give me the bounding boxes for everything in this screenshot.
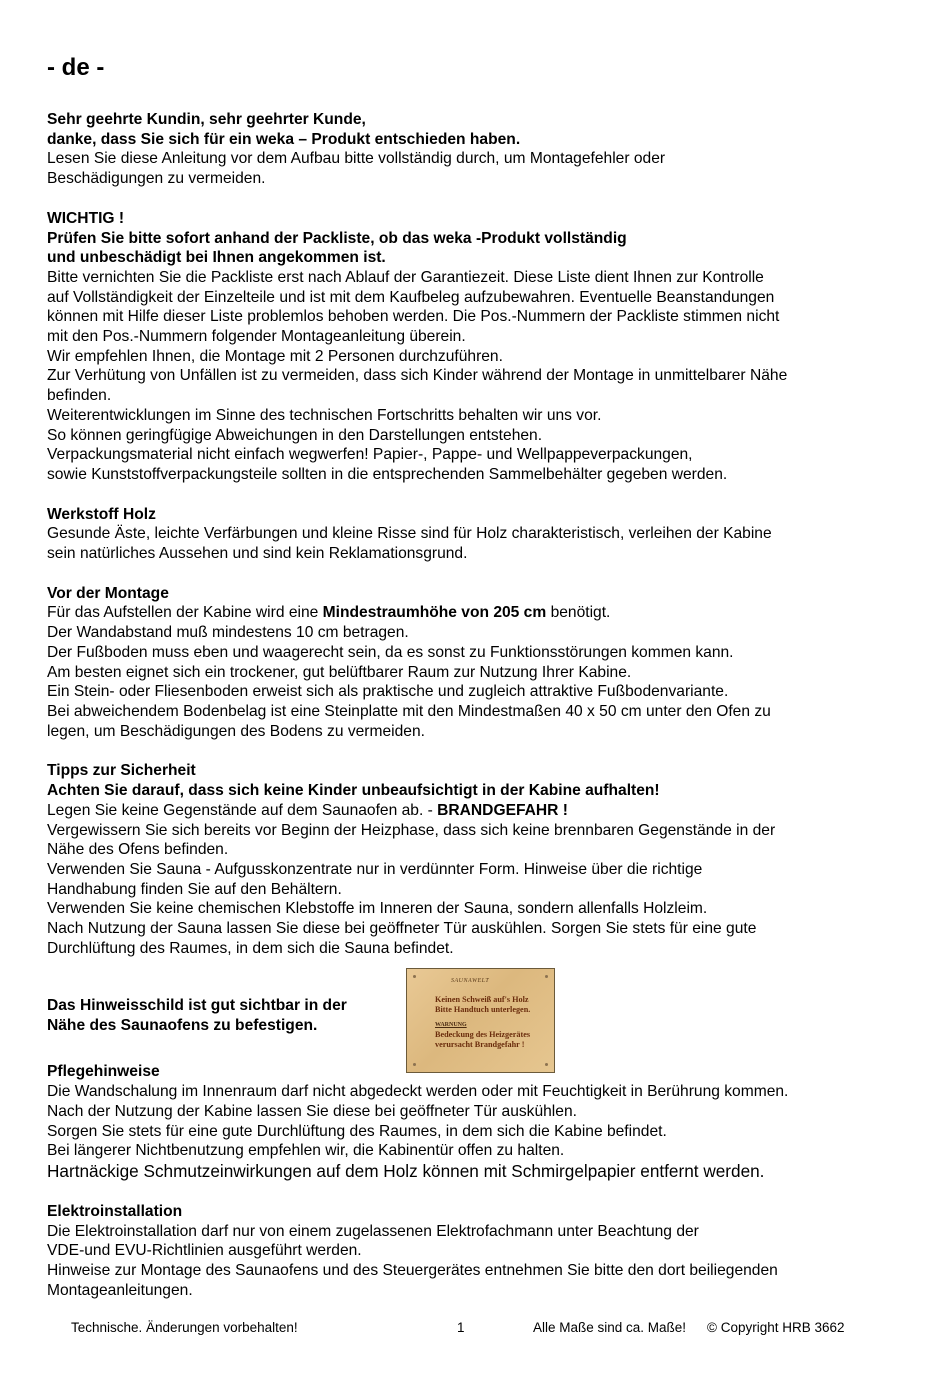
text-line: Am besten eignet sich ein trockener, gut belüftbarer Raum zur Nutzung Ihrer Kabine.: [47, 663, 632, 681]
electro-section: [47, 1202, 877, 1301]
sign-note: [47, 996, 347, 1035]
thanks-line: danke, dass Sie sich für ein weka – Produkt entschieden haben.: [47, 130, 521, 148]
section-title: Pflegehinweise: [47, 1063, 160, 1081]
sign-line: verursacht Brandgefahr !: [435, 1040, 525, 1050]
text-line: Durchlüftung des Raumes, in dem sich die Sauna befindet.: [47, 939, 454, 957]
text-line: sein natürliches Aussehen und sind kein Reklamationsgrund.: [47, 545, 468, 563]
text-line: Weiterentwicklungen im Sinne des technischen Fortschritts behalten wir uns vor.: [47, 406, 602, 424]
text-line: Sorgen Sie stets für eine gute Durchlüftung des Raumes, in dem sich die Kabine befindet.: [47, 1122, 667, 1140]
text-line: Bei längerer Nichtbenutzung empfehlen wir, die Kabinentür offen zu halten.: [47, 1142, 565, 1160]
section-title: Elektroinstallation: [47, 1202, 183, 1220]
footer-measures: Alle Maße sind ca. Maße!: [533, 1320, 687, 1335]
sign-note-row: [47, 968, 877, 1074]
footer-copyright: © Copyright HRB 3662: [707, 1320, 845, 1335]
sign-text-2: [435, 1030, 530, 1050]
text-line: Hinweise zur Montage des Saunaofens und des Steuergerätes entnehmen Sie bitte den dort beiliegenden: [47, 1262, 778, 1280]
text-line: Montageanleitungen.: [47, 1281, 193, 1299]
text-line: Lesen Sie diese Anleitung vor dem Aufbau bitte vollständig durch, um Montagefehler oder: [47, 150, 666, 168]
text-line: mit den Pos.-Nummern folgender Montageanleitung überein.: [47, 328, 466, 346]
text-line: sowie Kunststoffverpackungsteile sollten in die entsprechenden Sammelbehälter gegeben werden.: [47, 465, 728, 483]
screw-dot: [413, 975, 416, 978]
text-line: Verwenden Sie Sauna - Aufgusskonzentrate nur in verdünnter Form. Hinweise über die richtige: [47, 860, 703, 878]
text-line: Hartnäckige Schmutzeinwirkungen auf dem Holz können mit Schmirgelpapier entfernt werden.: [47, 1160, 765, 1181]
text-line: Vergewissern Sie sich bereits vor Beginn der Heizphase, dass sich keine brennbaren Gegenstände in der: [47, 821, 776, 839]
intro-section: [47, 110, 877, 189]
bold-line: Das Hinweisschild ist gut sichtbar in der: [47, 997, 347, 1015]
section-title: WICHTIG !: [47, 209, 125, 227]
screw-dot: [413, 1063, 416, 1066]
text-line: Der Fußboden muss eben und waagerecht sein, da es sonst zu Funktionsstörungen kommen kann.: [47, 643, 734, 661]
before-assembly-section: [47, 584, 877, 742]
sign-warning-label: WARNUNG: [435, 1022, 467, 1029]
section-title: Vor der Montage: [47, 584, 169, 602]
text-line: [47, 603, 877, 623]
text-line: Verwenden Sie keine chemischen Klebstoffe im Inneren der Sauna, sondern allenfalls Holzleim.: [47, 900, 708, 918]
text-run: Legen Sie keine Gegenstände auf dem Saunaofen ab. -: [47, 801, 438, 819]
safety-section: [47, 761, 877, 958]
sign-line: Keinen Schweiß auf's Holz: [435, 995, 529, 1005]
text-line: Nähe des Ofens befinden.: [47, 841, 229, 859]
fire-hazard-warning: BRANDGEFAHR !: [437, 801, 568, 819]
text-line: auf Vollständigkeit der Einzelteile und ist mit dem Kaufbeleg aufzubewahren. Eventuelle Beanstandungen: [47, 288, 775, 306]
sign-brand: SAUNAWELT: [451, 978, 490, 985]
text-run: Für das Aufstellen der Kabine wird eine: [47, 604, 323, 622]
sign-line: Bedeckung des Heizgerätes: [435, 1030, 531, 1040]
text-line: legen, um Beschädigungen des Bodens zu vermeiden.: [47, 722, 425, 740]
text-run: benötigt.: [546, 604, 611, 622]
text-line: Bei abweichendem Bodenbelag ist eine Steinplatte mit den Mindestmaßen 40 x 50 cm unter den Ofen zu: [47, 702, 771, 720]
footer-disclaimer: Technische. Änderungen vorbehalten!: [71, 1320, 298, 1335]
text-line: befinden.: [47, 387, 112, 405]
warning-sign-image: [406, 968, 555, 1073]
bold-line: Prüfen Sie bitte sofort anhand der Packliste, ob das weka -Produkt vollständig: [47, 229, 627, 247]
text-line: Beschädigungen zu vermeiden.: [47, 170, 266, 188]
text-line: Gesunde Äste, leichte Verfärbungen und kleine Risse sind für Holz charakteristisch, verleihen der Kabine: [47, 525, 772, 543]
text-line: können mit Hilfe dieser Liste problemlos behoben werden. Die Pos.-Nummern der Packliste stimmen nicht: [47, 308, 780, 326]
text-line: Nach der Nutzung der Kabine lassen Sie diese bei geöffneter Tür auskühlen.: [47, 1102, 577, 1120]
text-line: So können geringfügige Abweichungen in den Darstellungen entstehen.: [47, 426, 543, 444]
text-line: Die Wandschalung im Innenraum darf nicht abgedeckt werden oder mit Feuchtigkeit in Berührung kommen.: [47, 1083, 789, 1101]
sign-line: Bitte Handtuch unterlegen.: [435, 1005, 531, 1015]
bold-line: Nähe des Saunaofens zu befestigen.: [47, 1017, 318, 1035]
greeting: Sehr geehrte Kundin, sehr geehrter Kunde,: [47, 111, 366, 128]
wood-section: [47, 505, 877, 564]
min-room-height: Mindestraumhöhe von 205 cm: [322, 604, 547, 622]
text-line: Verpackungsmaterial nicht einfach wegwerfen! Papier-, Pappe- und Wellpappeverpackungen,: [47, 446, 693, 464]
language-header: - de -: [47, 54, 105, 81]
section-title: Tipps zur Sicherheit: [47, 762, 196, 780]
document-page: [47, 52, 877, 1320]
page-number: 1: [457, 1320, 465, 1335]
text-line: Nach Nutzung der Sauna lassen Sie diese bei geöffneter Tür auskühlen. Sorgen Sie stets für eine gute: [47, 920, 757, 938]
text-line: [47, 801, 877, 821]
text-line: VDE-und EVU-Richtlinien ausgeführt werden.: [47, 1242, 362, 1260]
text-line: Zur Verhütung von Unfällen ist zu vermeiden, dass sich Kinder während der Montage in unmittelbarer Nähe: [47, 367, 788, 385]
text-line: Der Wandabstand muß mindestens 10 cm betragen.: [47, 624, 409, 642]
section-title: Werkstoff Holz: [47, 505, 156, 523]
text-line: Die Elektroinstallation darf nur von einem zugelassenen Elektrofachmann unter Beachtung der: [47, 1222, 699, 1240]
care-section: [47, 1062, 877, 1182]
text-line: Wir empfehlen Ihnen, die Montage mit 2 Personen durchzuführen.: [47, 347, 503, 365]
important-section: [47, 209, 877, 485]
bold-line: und unbeschädigt bei Ihnen angekommen ist.: [47, 249, 386, 267]
text-line: Handhabung finden Sie auf den Behältern.: [47, 880, 342, 898]
text-line: Bitte vernichten Sie die Packliste erst nach Ablauf der Garantiezeit. Diese Liste dient Ihnen zur Kontrolle: [47, 268, 764, 286]
screw-dot: [545, 975, 548, 978]
bold-line: Achten Sie darauf, dass sich keine Kinder unbeaufsichtigt in der Kabine aufhalten!: [47, 782, 660, 800]
text-line: Ein Stein- oder Fliesenboden erweist sich als praktische und zugleich attraktive Fußbodenvariante.: [47, 683, 729, 701]
screw-dot: [545, 1063, 548, 1066]
sign-text-1: [435, 995, 530, 1015]
